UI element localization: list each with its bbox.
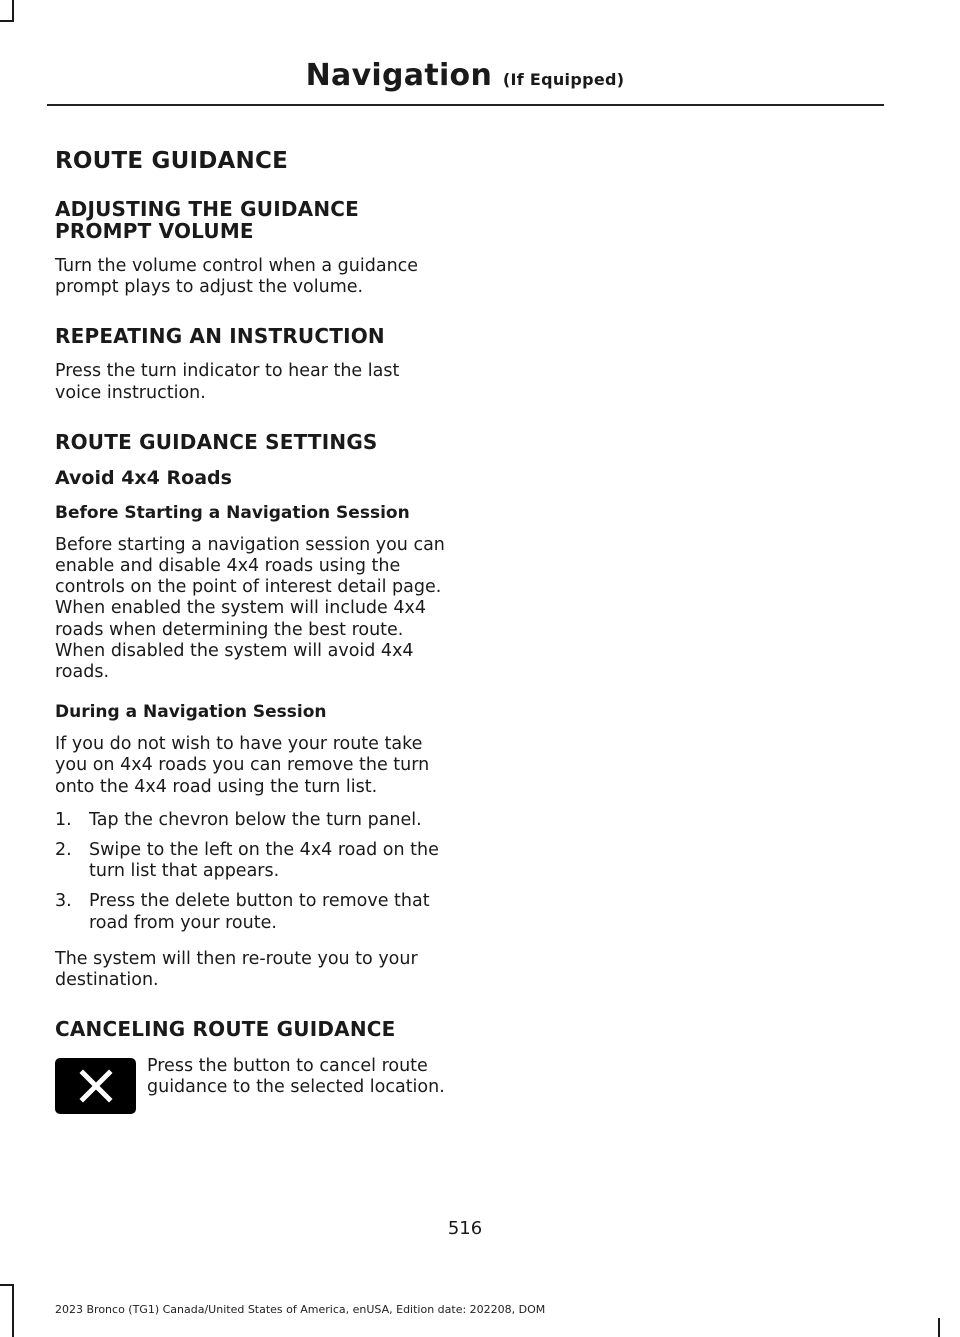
footer-edition: 2023 Bronco (TG1) Canada/United States of America, enUSA, Edition date: 202208, DOM xyxy=(55,1303,546,1316)
cancel-row xyxy=(55,1056,447,1114)
close-x-icon xyxy=(79,1069,113,1103)
heading-adjust-volume-line1: ADJUSTING THE GUIDANCE xyxy=(55,197,360,221)
crop-mark xyxy=(12,1285,14,1337)
cancel-route-button[interactable] xyxy=(55,1058,136,1114)
heading-repeat-instruction: REPEATING AN INSTRUCTION xyxy=(55,324,385,349)
page-number: 516 xyxy=(447,1218,483,1239)
step-number: 2. xyxy=(55,840,72,861)
step-number: 1. xyxy=(55,809,72,830)
heading-adjust-volume-line2: PROMPT VOLUME xyxy=(55,219,254,243)
heading-route-guidance-settings: ROUTE GUIDANCE SETTINGS xyxy=(55,429,378,454)
list-item xyxy=(55,840,447,882)
step-number: 3. xyxy=(55,891,72,912)
list-item xyxy=(55,891,447,933)
content-column xyxy=(55,148,447,1114)
repeat-instruction-body: Press the turn indicator to hear the last voice instruction. xyxy=(55,361,400,403)
during-session-body: If you do not wish to have your route take you on 4x4 roads you can remove the turn onto the 4x4 road using the turn list. xyxy=(55,734,430,797)
after-steps-body: The system will then re-route you to your destination. xyxy=(55,948,418,991)
header-divider xyxy=(47,104,884,106)
heading-during-session: During a Navigation Session xyxy=(55,702,327,723)
section-title-route-guidance: ROUTE GUIDANCE xyxy=(55,148,288,174)
crop-mark xyxy=(0,20,14,22)
crop-mark xyxy=(12,0,14,20)
step-text: Press the delete button to remove that road from your route. xyxy=(89,891,430,933)
before-session-body: Before starting a navigation session you can enable and disable 4x4 roads using the controls on the point of interest detail page. When enabled the system will include 4x4 roads when determining the best route. When disabled the system will avoid 4x4 roads. xyxy=(55,534,445,683)
page-header xyxy=(0,58,930,93)
header-title: Navigation xyxy=(305,58,493,93)
heading-adjust-volume xyxy=(55,198,447,242)
crop-mark xyxy=(938,1318,940,1337)
step-text: Swipe to the left on the 4x4 road on the turn list that appears. xyxy=(89,840,439,882)
list-item xyxy=(55,810,447,831)
heading-avoid-4x4: Avoid 4x4 Roads xyxy=(55,466,232,489)
cancel-body: Press the button to cancel route guidance to the selected location. xyxy=(147,1056,445,1098)
adjust-volume-body: Turn the volume control when a guidance prompt plays to adjust the volume. xyxy=(55,256,419,298)
crop-mark xyxy=(0,1284,14,1286)
heading-before-session: Before Starting a Navigation Session xyxy=(55,502,410,523)
header-subtitle: (If Equipped) xyxy=(502,70,625,89)
step-text: Tap the chevron below the turn panel. xyxy=(89,809,422,830)
heading-canceling-route-guidance: CANCELING ROUTE GUIDANCE xyxy=(55,1017,396,1042)
steps-list xyxy=(55,810,447,934)
